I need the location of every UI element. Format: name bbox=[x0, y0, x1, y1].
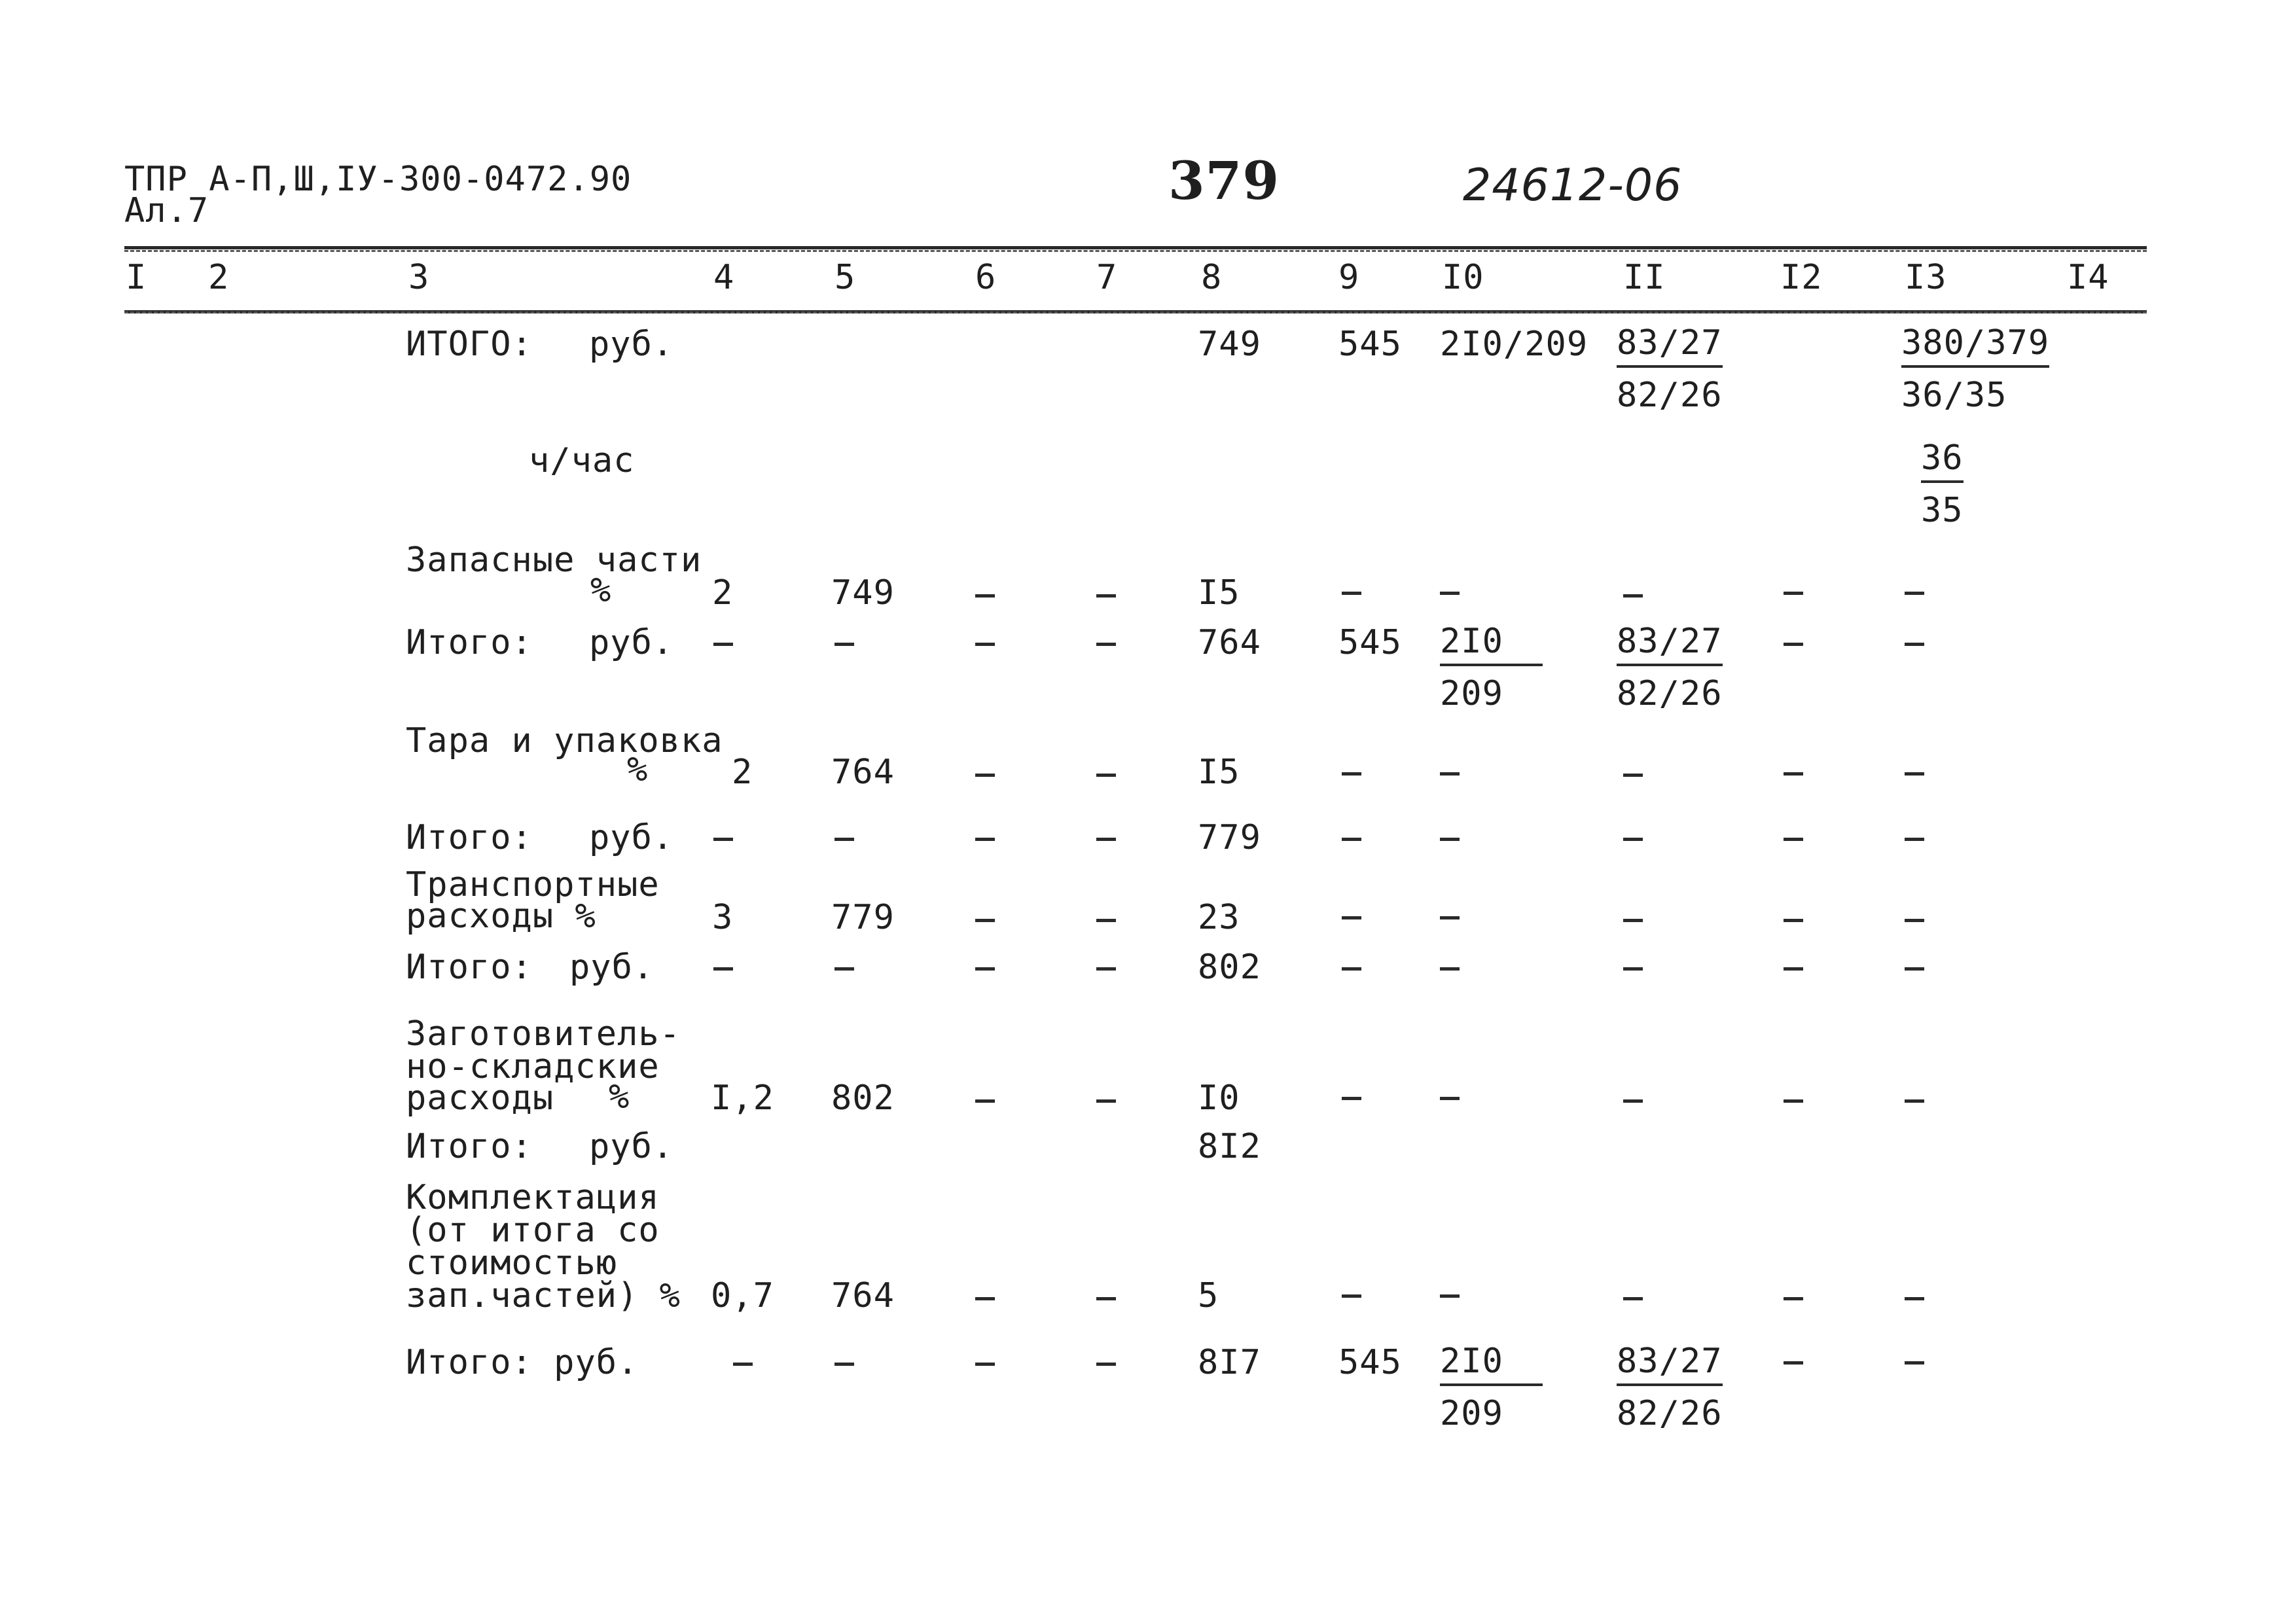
cell-col4: 2 bbox=[732, 753, 753, 792]
row-label-cont: зап.частей) % bbox=[406, 1276, 681, 1315]
empty-cell-dash bbox=[1342, 772, 1361, 776]
fraction-numerator: 83/27 bbox=[1617, 326, 1723, 368]
cell-col9: 545 bbox=[1338, 325, 1402, 364]
empty-cell-dash bbox=[1096, 919, 1116, 922]
empty-cell-dash bbox=[975, 838, 995, 841]
cell-col5: 764 bbox=[831, 753, 895, 792]
empty-cell-dash bbox=[1342, 916, 1361, 919]
fraction-denominator: 209 bbox=[1440, 674, 1503, 713]
header-top-rule bbox=[124, 246, 2147, 249]
fraction-numerator: 2I0 bbox=[1440, 1344, 1543, 1386]
row-unit: руб. bbox=[589, 818, 674, 857]
row-label-cont: стоимостью bbox=[406, 1243, 618, 1283]
empty-cell-dash bbox=[975, 967, 995, 971]
row-label-cont: но-складские bbox=[406, 1047, 660, 1086]
empty-cell-dash bbox=[975, 643, 995, 646]
page-number: 379 bbox=[1168, 150, 1280, 211]
empty-cell-dash bbox=[1784, 1361, 1803, 1364]
row-unit: руб. bbox=[589, 1127, 674, 1166]
fraction-col11 bbox=[1617, 1344, 1723, 1431]
empty-cell-dash bbox=[1096, 1363, 1116, 1366]
row-label-cont: расходы % bbox=[406, 897, 596, 936]
cell-col4: 3 bbox=[712, 898, 734, 937]
column-header: I4 bbox=[2067, 258, 2109, 297]
cell-col5: 764 bbox=[831, 1276, 895, 1315]
row-label-cont: (от итога со bbox=[406, 1211, 660, 1250]
empty-cell-dash bbox=[1623, 594, 1643, 597]
fraction-col10 bbox=[1440, 624, 1543, 711]
empty-cell-dash bbox=[1784, 772, 1803, 776]
empty-cell-dash bbox=[1440, 772, 1460, 776]
cell-col4: I,2 bbox=[711, 1079, 774, 1118]
fraction-denominator: 36/35 bbox=[1901, 376, 2007, 415]
empty-cell-dash bbox=[1623, 919, 1643, 922]
column-header: 9 bbox=[1338, 258, 1360, 297]
empty-cell-dash bbox=[713, 967, 733, 971]
empty-cell-dash bbox=[1905, 772, 1924, 776]
row-label: Тара и упаковка bbox=[406, 721, 723, 760]
cell-col8: I0 bbox=[1198, 1079, 1240, 1118]
fraction-numerator: 83/27 bbox=[1617, 1344, 1723, 1386]
empty-cell-dash bbox=[1623, 838, 1643, 841]
empty-cell-dash bbox=[1623, 774, 1643, 777]
cell-col8: I5 bbox=[1198, 573, 1240, 613]
row-unit: руб. bbox=[589, 623, 674, 662]
column-header: 3 bbox=[408, 258, 430, 297]
fraction-col10 bbox=[1440, 1344, 1543, 1431]
fraction-denominator: 82/26 bbox=[1617, 1394, 1723, 1433]
empty-cell-dash bbox=[1342, 592, 1361, 595]
row-label: ИТОГО: bbox=[406, 325, 533, 364]
cell-col8: 23 bbox=[1198, 898, 1240, 937]
document-code: ТПР А-П,Ш,IУ-300-0472.90 bbox=[124, 160, 632, 199]
empty-cell-dash bbox=[834, 1363, 854, 1366]
cell-col10: 2I0/209 bbox=[1440, 325, 1588, 364]
empty-cell-dash bbox=[834, 838, 854, 841]
fraction-denominator: 82/26 bbox=[1617, 376, 1723, 415]
empty-cell-dash bbox=[1623, 967, 1643, 971]
row-label: Заготовитель- bbox=[406, 1014, 681, 1054]
fraction-col13 bbox=[1901, 323, 2050, 415]
empty-cell-dash bbox=[1096, 1099, 1116, 1103]
empty-cell-dash bbox=[1440, 916, 1460, 919]
empty-cell-dash bbox=[975, 594, 995, 597]
fraction-numerator: 83/27 bbox=[1617, 624, 1723, 666]
row-label: Итого: bbox=[406, 948, 533, 987]
handwritten-code: 24612-06 bbox=[1463, 160, 1683, 211]
column-header: 8 bbox=[1201, 258, 1223, 297]
cell-col8: 764 bbox=[1198, 623, 1261, 662]
cell-col8: 8I2 bbox=[1198, 1127, 1261, 1166]
empty-cell-dash bbox=[1096, 594, 1116, 597]
column-header: I2 bbox=[1780, 258, 1823, 297]
empty-cell-dash bbox=[1096, 967, 1116, 971]
row-label: Итого: bbox=[406, 818, 533, 857]
empty-cell-dash bbox=[733, 1363, 753, 1366]
empty-cell-dash bbox=[1905, 967, 1924, 971]
column-header: 4 bbox=[713, 258, 735, 297]
empty-cell-dash bbox=[1440, 592, 1460, 595]
cell-col8: 5 bbox=[1198, 1276, 1219, 1315]
column-header: 7 bbox=[1096, 258, 1118, 297]
row-label: Итого: bbox=[406, 623, 533, 662]
empty-cell-dash bbox=[834, 967, 854, 971]
album-label: Ал.7 bbox=[124, 191, 209, 230]
empty-cell-dash bbox=[1342, 838, 1361, 841]
empty-cell-dash bbox=[1623, 1297, 1643, 1300]
row-unit: % bbox=[590, 571, 612, 610]
header-bottom-rule-dashed bbox=[124, 312, 2147, 313]
row-label: Комплектация bbox=[406, 1178, 660, 1217]
row-label-cont: расходы bbox=[406, 1079, 554, 1118]
empty-cell-dash bbox=[1905, 838, 1924, 841]
empty-cell-dash bbox=[1905, 1361, 1924, 1364]
cell-col9: 545 bbox=[1338, 1343, 1402, 1382]
fraction-denominator: 209 bbox=[1440, 1394, 1503, 1433]
empty-cell-dash bbox=[1905, 592, 1924, 595]
empty-cell-dash bbox=[975, 919, 995, 922]
empty-cell-dash bbox=[1096, 643, 1116, 646]
fraction-col11 bbox=[1617, 323, 1723, 415]
cell-col9: 545 bbox=[1338, 623, 1402, 662]
cell-col5: 779 bbox=[831, 898, 895, 937]
column-header: I0 bbox=[1442, 258, 1484, 297]
empty-cell-dash bbox=[1342, 967, 1361, 971]
empty-cell-dash bbox=[1784, 1297, 1803, 1300]
row-label: Итого: руб. bbox=[406, 1343, 639, 1382]
fraction-numerator: 36 bbox=[1921, 441, 1964, 483]
row-label: Запасные части bbox=[406, 541, 702, 580]
empty-cell-dash bbox=[975, 1363, 995, 1366]
empty-cell-dash bbox=[1440, 1097, 1460, 1100]
fraction-col11 bbox=[1617, 624, 1723, 711]
empty-cell-dash bbox=[1623, 1099, 1643, 1103]
empty-cell-dash bbox=[1096, 774, 1116, 777]
fraction-numerator: 380/379 bbox=[1901, 326, 2049, 368]
empty-cell-dash bbox=[1784, 592, 1803, 595]
row-unit: % bbox=[609, 1077, 630, 1116]
empty-cell-dash bbox=[1342, 1097, 1361, 1100]
empty-cell-dash bbox=[1440, 838, 1460, 841]
empty-cell-dash bbox=[975, 1099, 995, 1103]
empty-cell-dash bbox=[1905, 1099, 1924, 1103]
cell-col4: 2 bbox=[712, 573, 734, 613]
row-unit: % bbox=[627, 750, 649, 789]
cell-col8: 8I7 bbox=[1198, 1343, 1261, 1382]
row-label: ч/час bbox=[529, 441, 635, 480]
fraction-denominator: 82/26 bbox=[1617, 674, 1723, 713]
fraction-col13 bbox=[1921, 438, 1964, 530]
row-label: Итого: bbox=[406, 1127, 533, 1166]
column-header: 6 bbox=[975, 258, 997, 297]
column-header: I3 bbox=[1905, 258, 1947, 297]
column-header: 2 bbox=[208, 258, 230, 297]
empty-cell-dash bbox=[1784, 1099, 1803, 1103]
cell-col8: 802 bbox=[1198, 948, 1261, 987]
empty-cell-dash bbox=[713, 838, 733, 841]
column-header: I bbox=[126, 258, 147, 297]
cell-col4: 0,7 bbox=[711, 1276, 774, 1315]
empty-cell-dash bbox=[1440, 1294, 1460, 1298]
empty-cell-dash bbox=[1784, 967, 1803, 971]
cell-col8: I5 bbox=[1198, 753, 1240, 792]
row-unit: руб. bbox=[589, 325, 674, 364]
empty-cell-dash bbox=[1096, 1297, 1116, 1300]
column-header: II bbox=[1623, 258, 1666, 297]
cell-col8: 779 bbox=[1198, 818, 1261, 857]
empty-cell-dash bbox=[1096, 838, 1116, 841]
column-header: 5 bbox=[834, 258, 856, 297]
header-top-rule-dashed bbox=[124, 250, 2147, 252]
empty-cell-dash bbox=[1784, 838, 1803, 841]
empty-cell-dash bbox=[975, 1297, 995, 1300]
empty-cell-dash bbox=[834, 643, 854, 646]
empty-cell-dash bbox=[1342, 1294, 1361, 1298]
empty-cell-dash bbox=[975, 774, 995, 777]
row-label: Транспортные bbox=[406, 865, 660, 904]
empty-cell-dash bbox=[1784, 919, 1803, 922]
fraction-denominator: 35 bbox=[1921, 491, 1964, 530]
fraction-numerator: 2I0 bbox=[1440, 624, 1543, 666]
cell-col5: 802 bbox=[831, 1079, 895, 1118]
empty-cell-dash bbox=[1905, 643, 1924, 646]
cell-col5: 749 bbox=[831, 573, 895, 613]
empty-cell-dash bbox=[713, 643, 733, 646]
empty-cell-dash bbox=[1905, 1297, 1924, 1300]
empty-cell-dash bbox=[1784, 643, 1803, 646]
row-unit: руб. bbox=[569, 948, 655, 987]
cell-col8: 749 bbox=[1198, 325, 1261, 364]
empty-cell-dash bbox=[1905, 919, 1924, 922]
empty-cell-dash bbox=[1440, 967, 1460, 971]
